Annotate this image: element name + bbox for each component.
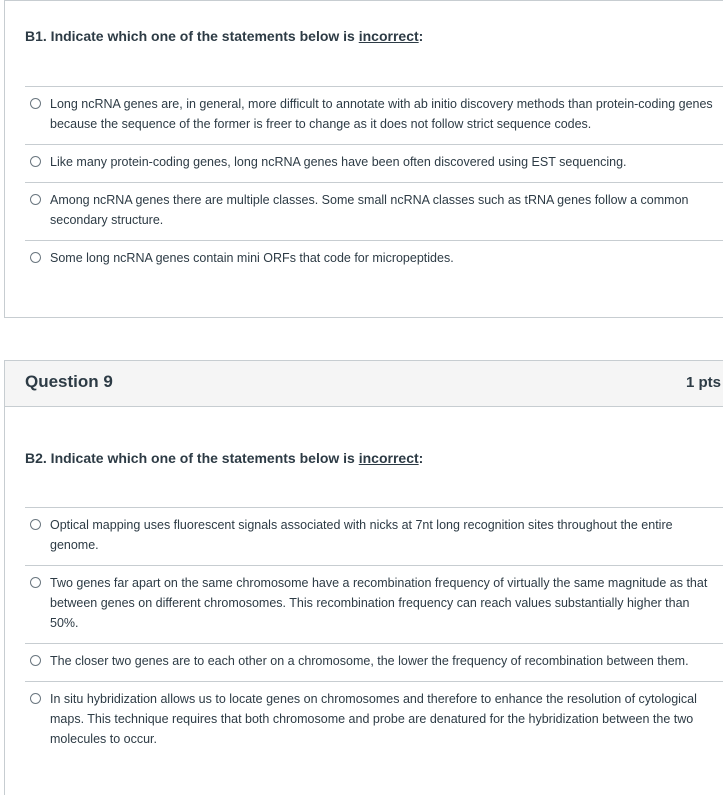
answer-option[interactable] <box>25 681 723 759</box>
radio-button[interactable] <box>30 98 41 109</box>
question-points: 1 pts <box>685 374 721 391</box>
answer-label[interactable]: Optical mapping uses fluorescent signals associated with nicks at 7nt long recognition sites throughout the entire genome. <box>50 518 673 552</box>
question-9-prompt <box>25 450 719 466</box>
prompt-suffix: : <box>418 450 424 466</box>
answer-label[interactable]: The closer two genes are to each other on a chromosome, the lower the frequency of recombination between them. <box>50 654 689 668</box>
radio-button[interactable] <box>30 156 41 167</box>
radio-button[interactable] <box>30 693 41 704</box>
answer-label[interactable]: Two genes far apart on the same chromosome have a recombination frequency of virtually the same magnitude as that between genes on different chromosomes. This recombination frequency can reach values substantially higher than 50%. <box>50 576 708 630</box>
radio-button[interactable] <box>30 655 41 666</box>
prompt-emphasis: incorrect <box>358 450 419 466</box>
answer-label[interactable]: Some long ncRNA genes contain mini ORFs that code for micropeptides. <box>50 251 454 265</box>
answer-option[interactable] <box>25 182 723 240</box>
question-title: Question 9 <box>25 372 113 391</box>
answer-label[interactable]: Like many protein-coding genes, long ncRNA genes have been often discovered using EST sequencing. <box>50 155 627 169</box>
answer-label[interactable]: In situ hybridization allows us to locate genes on chromosomes and therefore to enhance the resolution of cytological maps. This technique requires that both chromosome and probe are denatured for the hybridization between the two molecules to occur. <box>50 692 697 746</box>
radio-button[interactable] <box>30 194 41 205</box>
radio-button[interactable] <box>30 252 41 263</box>
answer-option[interactable] <box>25 240 723 278</box>
answer-option[interactable] <box>25 144 723 182</box>
prompt-suffix: : <box>418 28 424 44</box>
question-9-card <box>4 360 723 795</box>
radio-button[interactable] <box>30 577 41 588</box>
question-header <box>5 361 723 407</box>
answer-option[interactable] <box>25 86 723 144</box>
prompt-emphasis: incorrect <box>358 28 419 44</box>
question-9-answers <box>25 507 723 759</box>
answer-option[interactable] <box>25 565 723 643</box>
answer-label[interactable]: Long ncRNA genes are, in general, more difficult to annotate with ab initio discovery methods than protein-coding genes because the sequence of the former is freer to change as it does not follow strict sequence codes. <box>50 97 713 131</box>
answer-label[interactable]: Among ncRNA genes there are multiple classes. Some small ncRNA classes such as tRNA genes follow a common secondary structure. <box>50 193 689 227</box>
answer-option[interactable] <box>25 643 723 681</box>
prompt-text: B1. Indicate which one of the statements below is <box>25 28 359 44</box>
answer-option[interactable] <box>25 507 723 565</box>
question-8-answers <box>25 86 723 278</box>
radio-button[interactable] <box>30 519 41 530</box>
question-8-prompt <box>25 28 719 44</box>
question-8-card <box>4 0 723 318</box>
prompt-text: B2. Indicate which one of the statements below is <box>25 450 359 466</box>
